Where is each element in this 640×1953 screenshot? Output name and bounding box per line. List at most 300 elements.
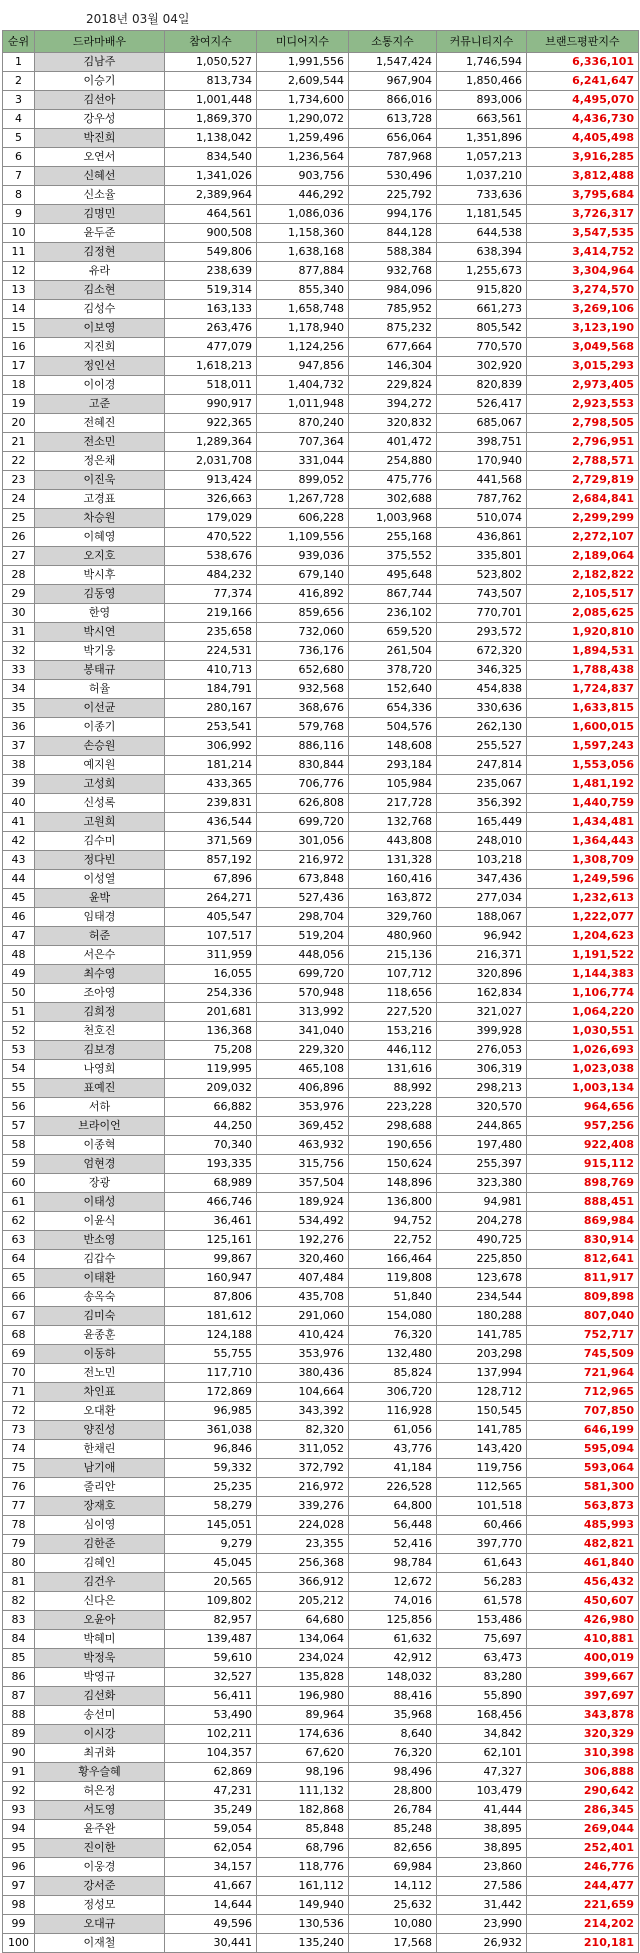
communication-cell: 25,632: [349, 1896, 437, 1915]
community-cell: 62,101: [437, 1744, 527, 1763]
actor-name-cell: 박정욱: [35, 1649, 165, 1668]
brand-index-cell: 1,600,015: [527, 718, 639, 737]
actor-name-cell: 이동하: [35, 1345, 165, 1364]
media-cell: 1,259,496: [257, 129, 349, 148]
media-cell: 679,140: [257, 566, 349, 585]
table-row: [3, 281, 639, 300]
table-row: [3, 1877, 639, 1896]
participation-cell: 59,054: [165, 1820, 257, 1839]
table-row: [3, 1459, 639, 1478]
media-cell: 463,932: [257, 1136, 349, 1155]
media-cell: 149,940: [257, 1896, 349, 1915]
rank-cell: 41: [3, 813, 35, 832]
participation-cell: 14,644: [165, 1896, 257, 1915]
brand-index-cell: 3,547,535: [527, 224, 639, 243]
table-row: [3, 243, 639, 262]
media-cell: 830,844: [257, 756, 349, 775]
participation-cell: 99,867: [165, 1250, 257, 1269]
actor-name-cell: 이승기: [35, 72, 165, 91]
brand-index-cell: 4,405,498: [527, 129, 639, 148]
participation-cell: 224,531: [165, 642, 257, 661]
media-cell: 298,704: [257, 908, 349, 927]
actor-name-cell: 신소율: [35, 186, 165, 205]
participation-cell: 1,001,448: [165, 91, 257, 110]
table-row: [3, 1383, 639, 1402]
table-row: [3, 1345, 639, 1364]
table-row: [3, 1535, 639, 1554]
rank-cell: 83: [3, 1611, 35, 1630]
community-cell: 255,527: [437, 737, 527, 756]
media-cell: 311,052: [257, 1440, 349, 1459]
actor-name-cell: 이종혁: [35, 1136, 165, 1155]
communication-cell: 69,984: [349, 1858, 437, 1877]
participation-cell: 117,710: [165, 1364, 257, 1383]
participation-cell: 179,029: [165, 509, 257, 528]
table-row: [3, 1117, 639, 1136]
participation-cell: 264,271: [165, 889, 257, 908]
participation-cell: 96,846: [165, 1440, 257, 1459]
media-cell: 368,676: [257, 699, 349, 718]
table-row: [3, 1003, 639, 1022]
media-cell: 519,204: [257, 927, 349, 946]
community-cell: 141,785: [437, 1421, 527, 1440]
actor-name-cell: 고준: [35, 395, 165, 414]
media-cell: 1,086,036: [257, 205, 349, 224]
rank-cell: 17: [3, 357, 35, 376]
rank-cell: 4: [3, 110, 35, 129]
rank-cell: 6: [3, 148, 35, 167]
brand-index-cell: 1,364,443: [527, 832, 639, 851]
community-cell: 770,570: [437, 338, 527, 357]
table-row: [3, 1212, 639, 1231]
community-cell: 60,466: [437, 1516, 527, 1535]
participation-cell: 87,806: [165, 1288, 257, 1307]
actor-name-cell: 허은정: [35, 1782, 165, 1801]
participation-cell: 913,424: [165, 471, 257, 490]
media-cell: 315,756: [257, 1155, 349, 1174]
media-cell: 189,924: [257, 1193, 349, 1212]
media-cell: 626,808: [257, 794, 349, 813]
actor-name-cell: 서은수: [35, 946, 165, 965]
communication-cell: 119,808: [349, 1269, 437, 1288]
participation-cell: 239,831: [165, 794, 257, 813]
table-row: [3, 1839, 639, 1858]
participation-cell: 181,612: [165, 1307, 257, 1326]
brand-index-cell: 244,477: [527, 1877, 639, 1896]
rank-cell: 100: [3, 1934, 35, 1953]
table-row: [3, 1288, 639, 1307]
communication-cell: 677,664: [349, 338, 437, 357]
table-row: [3, 794, 639, 813]
brand-index-cell: 6,241,647: [527, 72, 639, 91]
actor-name-cell: 신다은: [35, 1592, 165, 1611]
table-row: [3, 1364, 639, 1383]
actor-name-cell: 남기애: [35, 1459, 165, 1478]
brand-index-cell: 752,717: [527, 1326, 639, 1345]
brand-index-cell: 1,106,774: [527, 984, 639, 1003]
rank-cell: 21: [3, 433, 35, 452]
communication-cell: 17,568: [349, 1934, 437, 1953]
rank-cell: 31: [3, 623, 35, 642]
communication-cell: 530,496: [349, 167, 437, 186]
communication-cell: 401,472: [349, 433, 437, 452]
actor-name-cell: 봉태규: [35, 661, 165, 680]
table-row: [3, 1668, 639, 1687]
actor-name-cell: 이보영: [35, 319, 165, 338]
table-row: [3, 1307, 639, 1326]
communication-cell: 98,784: [349, 1554, 437, 1573]
participation-cell: 9,279: [165, 1535, 257, 1554]
actor-name-cell: 한영: [35, 604, 165, 623]
communication-cell: 132,480: [349, 1345, 437, 1364]
communication-cell: 41,184: [349, 1459, 437, 1478]
table-row: [3, 851, 639, 870]
participation-cell: 1,138,042: [165, 129, 257, 148]
actor-name-cell: 나영희: [35, 1060, 165, 1079]
brand-index-cell: 812,641: [527, 1250, 639, 1269]
actor-name-cell: 임태경: [35, 908, 165, 927]
communication-cell: 98,496: [349, 1763, 437, 1782]
rank-cell: 85: [3, 1649, 35, 1668]
actor-name-cell: 차승원: [35, 509, 165, 528]
rank-cell: 30: [3, 604, 35, 623]
media-cell: 1,638,168: [257, 243, 349, 262]
table-row: [3, 1440, 639, 1459]
rank-cell: 92: [3, 1782, 35, 1801]
communication-cell: 223,228: [349, 1098, 437, 1117]
community-cell: 112,565: [437, 1478, 527, 1497]
communication-cell: 394,272: [349, 395, 437, 414]
communication-cell: 42,912: [349, 1649, 437, 1668]
actor-name-cell: 김미숙: [35, 1307, 165, 1326]
media-cell: 224,028: [257, 1516, 349, 1535]
community-cell: 225,850: [437, 1250, 527, 1269]
actor-name-cell: 오대환: [35, 1402, 165, 1421]
participation-cell: 77,374: [165, 585, 257, 604]
participation-cell: 139,487: [165, 1630, 257, 1649]
table-row: [3, 319, 639, 338]
communication-cell: 160,416: [349, 870, 437, 889]
communication-cell: 190,656: [349, 1136, 437, 1155]
communication-cell: 844,128: [349, 224, 437, 243]
actor-name-cell: 전소민: [35, 433, 165, 452]
brand-index-cell: 1,064,220: [527, 1003, 639, 1022]
actor-name-cell: 진이한: [35, 1839, 165, 1858]
rank-cell: 90: [3, 1744, 35, 1763]
actor-name-cell: 천호진: [35, 1022, 165, 1041]
brand-index-cell: 4,495,070: [527, 91, 639, 110]
brand-index-cell: 593,064: [527, 1459, 639, 1478]
participation-cell: 834,540: [165, 148, 257, 167]
communication-cell: 28,800: [349, 1782, 437, 1801]
media-cell: 435,708: [257, 1288, 349, 1307]
participation-cell: 519,314: [165, 281, 257, 300]
media-cell: 98,196: [257, 1763, 349, 1782]
participation-cell: 136,368: [165, 1022, 257, 1041]
actor-name-cell: 박진희: [35, 129, 165, 148]
actor-name-cell: 오지호: [35, 547, 165, 566]
communication-cell: 88,992: [349, 1079, 437, 1098]
actor-name-cell: 김한준: [35, 1535, 165, 1554]
media-cell: 1,658,748: [257, 300, 349, 319]
community-cell: 1,850,466: [437, 72, 527, 91]
table-row: [3, 1801, 639, 1820]
participation-cell: 1,289,364: [165, 433, 257, 452]
rank-cell: 20: [3, 414, 35, 433]
communication-cell: 118,656: [349, 984, 437, 1003]
actor-name-cell: 서하: [35, 1098, 165, 1117]
community-cell: 204,278: [437, 1212, 527, 1231]
communication-cell: 12,672: [349, 1573, 437, 1592]
participation-cell: 1,618,213: [165, 357, 257, 376]
rank-cell: 1: [3, 53, 35, 72]
actor-name-cell: 송선미: [35, 1706, 165, 1725]
actor-name-cell: 이태환: [35, 1269, 165, 1288]
rank-cell: 59: [3, 1155, 35, 1174]
brand-index-cell: 214,202: [527, 1915, 639, 1934]
rank-cell: 44: [3, 870, 35, 889]
brand-index-cell: 4,436,730: [527, 110, 639, 129]
participation-cell: 56,411: [165, 1687, 257, 1706]
table-row: [3, 262, 639, 281]
brand-index-cell: 811,917: [527, 1269, 639, 1288]
community-cell: 94,981: [437, 1193, 527, 1212]
rank-cell: 60: [3, 1174, 35, 1193]
participation-cell: 484,232: [165, 566, 257, 585]
rank-cell: 38: [3, 756, 35, 775]
actor-name-cell: 이태성: [35, 1193, 165, 1212]
rank-cell: 93: [3, 1801, 35, 1820]
media-cell: 886,116: [257, 737, 349, 756]
communication-cell: 229,824: [349, 376, 437, 395]
brand-index-cell: 957,256: [527, 1117, 639, 1136]
brand-index-cell: 1,553,056: [527, 756, 639, 775]
media-cell: 182,868: [257, 1801, 349, 1820]
communication-cell: 1,003,968: [349, 509, 437, 528]
table-row: [3, 1915, 639, 1934]
communication-cell: 136,800: [349, 1193, 437, 1212]
table-body: [3, 53, 639, 1953]
community-cell: 320,896: [437, 965, 527, 984]
table-row: [3, 1060, 639, 1079]
brand-index-cell: 1,633,815: [527, 699, 639, 718]
brand-index-cell: 310,398: [527, 1744, 639, 1763]
community-cell: 197,480: [437, 1136, 527, 1155]
rank-cell: 48: [3, 946, 35, 965]
rank-cell: 16: [3, 338, 35, 357]
brand-index-cell: 221,659: [527, 1896, 639, 1915]
participation-cell: 59,332: [165, 1459, 257, 1478]
participation-cell: 549,806: [165, 243, 257, 262]
brand-index-cell: 745,509: [527, 1345, 639, 1364]
communication-cell: 148,896: [349, 1174, 437, 1193]
actor-name-cell: 윤종훈: [35, 1326, 165, 1345]
participation-cell: 306,992: [165, 737, 257, 756]
table-row: [3, 1554, 639, 1573]
table-row: [3, 1155, 639, 1174]
actor-name-cell: 신성록: [35, 794, 165, 813]
table-row: [3, 737, 639, 756]
rank-cell: 9: [3, 205, 35, 224]
table-row: [3, 357, 639, 376]
brand-index-cell: 2,085,625: [527, 604, 639, 623]
participation-cell: 55,755: [165, 1345, 257, 1364]
communication-cell: 293,184: [349, 756, 437, 775]
actor-name-cell: 이이경: [35, 376, 165, 395]
communication-cell: 495,648: [349, 566, 437, 585]
communication-cell: 378,720: [349, 661, 437, 680]
actor-name-cell: 예지원: [35, 756, 165, 775]
communication-cell: 867,744: [349, 585, 437, 604]
communication-cell: 375,552: [349, 547, 437, 566]
table-row: [3, 509, 639, 528]
actor-name-cell: 정인선: [35, 357, 165, 376]
actor-name-cell: 최수영: [35, 965, 165, 984]
brand-index-cell: 3,812,488: [527, 167, 639, 186]
rank-cell: 53: [3, 1041, 35, 1060]
media-cell: 465,108: [257, 1060, 349, 1079]
media-cell: 410,424: [257, 1326, 349, 1345]
communication-cell: 94,752: [349, 1212, 437, 1231]
media-cell: 707,364: [257, 433, 349, 452]
table-row: [3, 870, 639, 889]
brand-index-cell: 306,888: [527, 1763, 639, 1782]
media-cell: 331,044: [257, 452, 349, 471]
rank-cell: 13: [3, 281, 35, 300]
community-cell: 31,442: [437, 1896, 527, 1915]
actor-name-cell: 김남주: [35, 53, 165, 72]
media-cell: 320,460: [257, 1250, 349, 1269]
actor-name-cell: 정다빈: [35, 851, 165, 870]
media-cell: 1,991,556: [257, 53, 349, 72]
community-cell: 330,636: [437, 699, 527, 718]
communication-cell: 85,248: [349, 1820, 437, 1839]
table-row: [3, 186, 639, 205]
table-row: [3, 1231, 639, 1250]
brand-index-cell: 290,642: [527, 1782, 639, 1801]
community-cell: 320,570: [437, 1098, 527, 1117]
rank-cell: 61: [3, 1193, 35, 1212]
rank-cell: 42: [3, 832, 35, 851]
participation-cell: 53,490: [165, 1706, 257, 1725]
actor-name-cell: 한채린: [35, 1440, 165, 1459]
rank-cell: 47: [3, 927, 35, 946]
communication-cell: 932,768: [349, 262, 437, 281]
table-row: [3, 813, 639, 832]
communication-cell: 613,728: [349, 110, 437, 129]
brand-index-cell: 1,440,759: [527, 794, 639, 813]
table-row: [3, 984, 639, 1003]
participation-cell: 36,461: [165, 1212, 257, 1231]
brand-index-cell: 1,204,623: [527, 927, 639, 946]
media-cell: 341,040: [257, 1022, 349, 1041]
participation-cell: 813,734: [165, 72, 257, 91]
table-row: [3, 452, 639, 471]
community-cell: 119,756: [437, 1459, 527, 1478]
communication-cell: 152,640: [349, 680, 437, 699]
community-cell: 685,067: [437, 414, 527, 433]
communication-cell: 82,656: [349, 1839, 437, 1858]
table-row: [3, 490, 639, 509]
brand-index-cell: 1,308,709: [527, 851, 639, 870]
table-row: [3, 1934, 639, 1953]
table-row: [3, 547, 639, 566]
community-cell: 255,397: [437, 1155, 527, 1174]
actor-name-cell: 박기웅: [35, 642, 165, 661]
communication-cell: 116,928: [349, 1402, 437, 1421]
table-row: [3, 1193, 639, 1212]
rank-cell: 11: [3, 243, 35, 262]
brand-index-cell: 830,914: [527, 1231, 639, 1250]
media-cell: 903,756: [257, 167, 349, 186]
participation-cell: 311,959: [165, 946, 257, 965]
actor-name-cell: 유라: [35, 262, 165, 281]
community-cell: 893,006: [437, 91, 527, 110]
rank-cell: 75: [3, 1459, 35, 1478]
table-row: [3, 1250, 639, 1269]
media-cell: 67,620: [257, 1744, 349, 1763]
table-row: [3, 129, 639, 148]
community-cell: 436,861: [437, 528, 527, 547]
rank-cell: 87: [3, 1687, 35, 1706]
rank-cell: 64: [3, 1250, 35, 1269]
brand-index-cell: 450,607: [527, 1592, 639, 1611]
communication-cell: 150,624: [349, 1155, 437, 1174]
media-cell: 192,276: [257, 1231, 349, 1250]
actor-name-cell: 이선균: [35, 699, 165, 718]
media-cell: 64,680: [257, 1611, 349, 1630]
header-rank: 순위: [3, 31, 35, 53]
rank-cell: 35: [3, 699, 35, 718]
community-cell: 248,010: [437, 832, 527, 851]
community-cell: 321,027: [437, 1003, 527, 1022]
media-cell: 196,980: [257, 1687, 349, 1706]
rank-cell: 10: [3, 224, 35, 243]
participation-cell: 254,336: [165, 984, 257, 1003]
media-cell: 369,452: [257, 1117, 349, 1136]
media-cell: 343,392: [257, 1402, 349, 1421]
communication-cell: 504,576: [349, 718, 437, 737]
media-cell: 234,024: [257, 1649, 349, 1668]
rank-cell: 96: [3, 1858, 35, 1877]
communication-cell: 132,768: [349, 813, 437, 832]
table-row: [3, 946, 639, 965]
brand-index-cell: 2,729,819: [527, 471, 639, 490]
media-cell: 313,992: [257, 1003, 349, 1022]
brand-index-cell: 1,222,077: [527, 908, 639, 927]
brand-index-cell: 1,026,693: [527, 1041, 639, 1060]
communication-cell: 56,448: [349, 1516, 437, 1535]
media-cell: 216,972: [257, 851, 349, 870]
brand-index-cell: 707,850: [527, 1402, 639, 1421]
communication-cell: 148,032: [349, 1668, 437, 1687]
media-cell: 353,976: [257, 1345, 349, 1364]
community-cell: 47,327: [437, 1763, 527, 1782]
actor-name-cell: 송옥숙: [35, 1288, 165, 1307]
participation-cell: 518,011: [165, 376, 257, 395]
community-cell: 23,990: [437, 1915, 527, 1934]
table-row: [3, 566, 639, 585]
media-cell: 366,912: [257, 1573, 349, 1592]
communication-cell: 320,832: [349, 414, 437, 433]
brand-index-cell: 1,144,383: [527, 965, 639, 984]
table-row: [3, 167, 639, 186]
brand-index-cell: 399,667: [527, 1668, 639, 1687]
community-cell: 180,288: [437, 1307, 527, 1326]
actor-name-cell: 김소현: [35, 281, 165, 300]
rank-cell: 91: [3, 1763, 35, 1782]
brand-reputation-table: [2, 30, 639, 1953]
